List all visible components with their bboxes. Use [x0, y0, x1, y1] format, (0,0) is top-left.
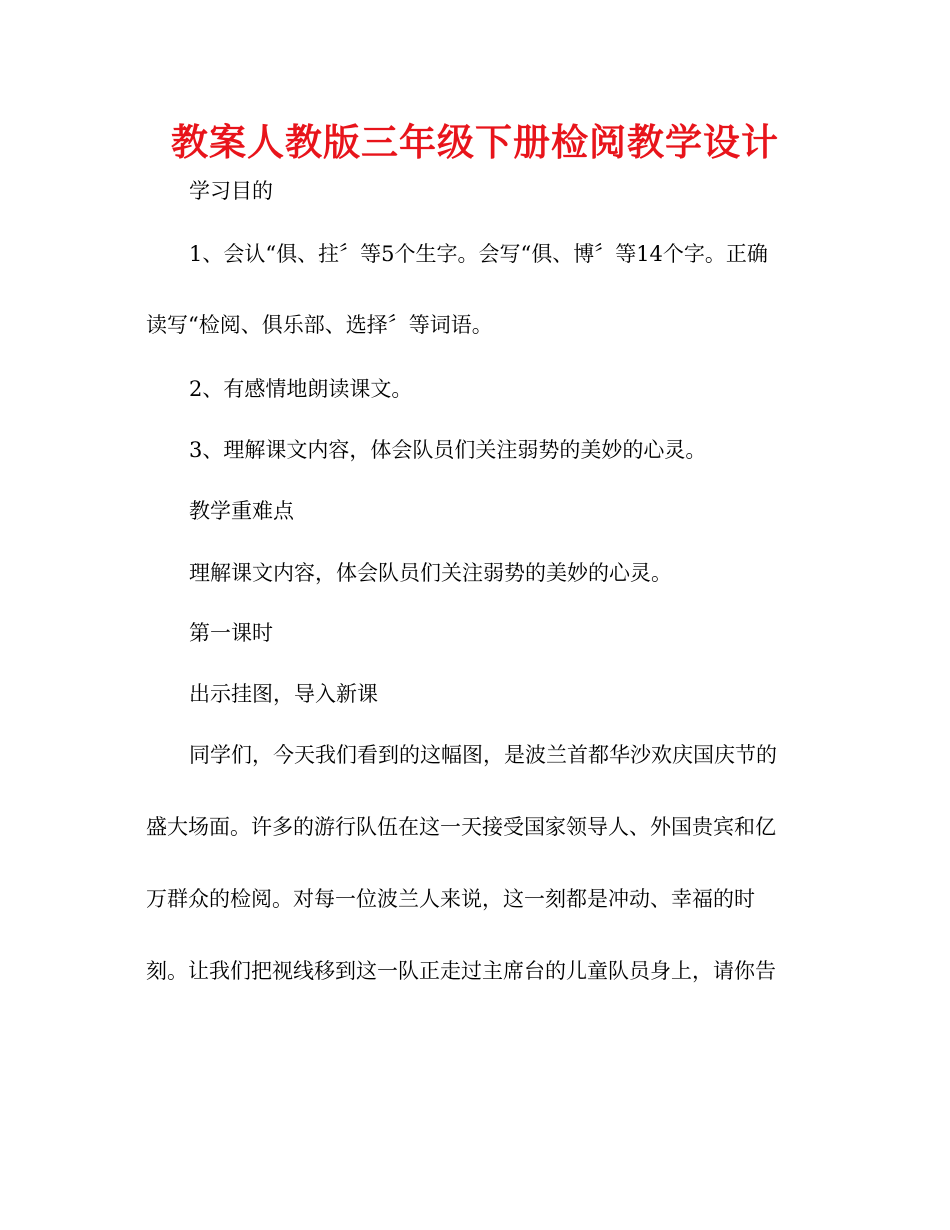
heading-learning-objectives: 学习目的 — [189, 179, 273, 203]
paragraph-line: 刻。让我们把视线移到这一队正走过主席台的儿童队员身上，请你告 — [146, 959, 776, 983]
paragraph-line: 同学们，今天我们看到的这幅图，是波兰首都华沙欢庆国庆节的 — [189, 743, 777, 767]
document-title: 教案人教版三年级下册检阅教学设计 — [171, 121, 779, 164]
paragraph-line: 2、有感情地朗读课文。 — [189, 377, 413, 401]
paragraph-line: 万群众的检阅。对每一位波兰人来说，这一刻都是冲动、幸福的时 — [146, 887, 755, 911]
paragraph-line: 理解课文内容，体会队员们关注弱势的美妙的心灵。 — [189, 561, 672, 585]
paragraph-line: 3、理解课文内容，体会队员们关注弱势的美妙的心灵。 — [189, 438, 707, 462]
paragraph-line: 盛大场面。许多的游行队伍在这一天接受国家领导人、外国贵宾和亿 — [146, 815, 776, 839]
heading-key-points: 教学重难点 — [189, 499, 294, 523]
heading-first-lesson: 第一课时 — [189, 621, 273, 645]
paragraph-line: 1、会认“俱、拄〞等5个生字。会写“俱、博〞等14个字。正确 — [189, 242, 768, 266]
heading-intro: 出示挂图，导入新课 — [189, 682, 378, 706]
paragraph-line: 读写“检阅、俱乐部、选择〞等词语。 — [146, 313, 493, 337]
